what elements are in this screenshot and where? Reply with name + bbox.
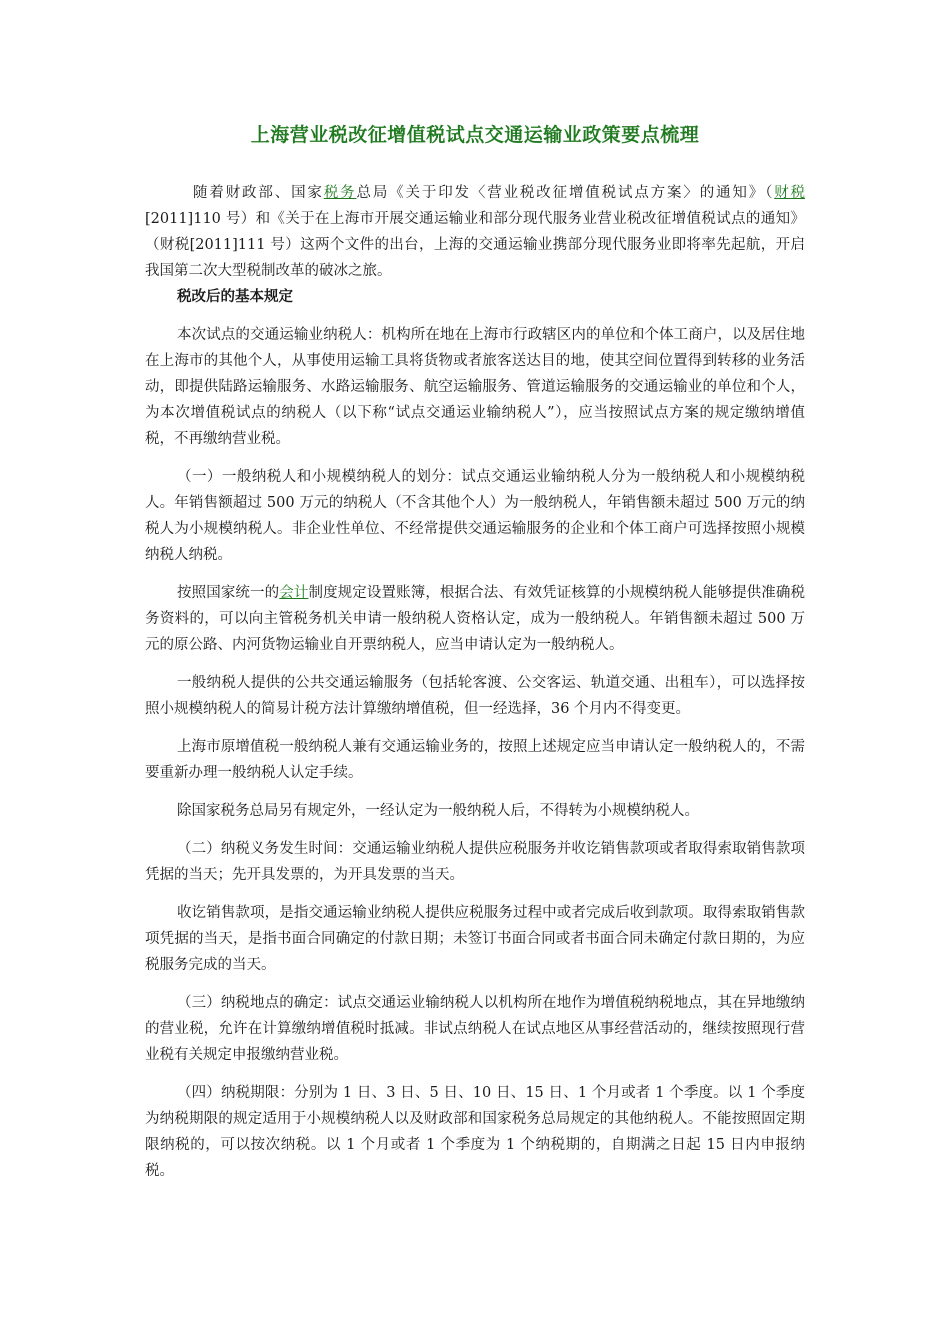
paragraph-tax-period: （四）纳税期限：分别为 1 日、3 日、5 日、10 日、15 日、1 个月或者 1 个季度。以 1 个季度为纳税期限的规定适用于小规模纳税人以及财政部和国家税务总局规定的其他纳税人。不能按照固定期限纳税的，可以按次纳税。以 1 个月或者 1 个季度为 1 个纳税期的，自期满之日起 15 日内申报纳税。 <box>145 1085 805 1179</box>
document-page <box>145 120 805 1196</box>
paragraph-accounting <box>145 580 805 658</box>
accounting-text-2: 制度规定设置账簿，根据合法、有效凭证核算的小规模纳税人能够提供准确税务资料的，可以向主管税务机关申请一般纳税人资格认定，成为一般纳税人。年销售额未超过 500 万元的原公路、内河货物运输业自开票纳税人，应当申请认定为一般纳税人。 <box>145 585 806 653</box>
paragraph-taxpayer-classification: （一）一般纳税人和小规模纳税人的划分：试点交通运业输纳税人分为一般纳税人和小规模纳税人。年销售额超过 500 万元的纳税人（不含其他个人）为一般纳税人，年销售额未超过 500 万元的纳税人为小规模纳税人。非企业性单位、不经常提供交通运输服务的企业和个体工商户可选择按照小规模纳税人纳税。 <box>145 469 805 563</box>
section-subheading: 税改后的基本规定 <box>177 288 293 305</box>
accounting-text-1: 按照国家统一的 <box>177 585 280 601</box>
paragraph-no-reversion: 除国家税务总局另有规定外，一经认定为一般纳税人后，不得转为小规模纳税人。 <box>177 803 699 819</box>
link-caishui[interactable]: 财税 <box>774 185 806 201</box>
paragraph-payment-received: 收讫销售款项，是指交通运输业纳税人提供应税服务过程中或者完成后收到款项。取得索取销售款项凭据的当天，是指书面合同确定的付款日期；未签订书面合同或者书面合同未确定付款日期的，为应税服务完成的当天。 <box>145 905 805 973</box>
paragraph-existing-taxpayer: 上海市原增值税一般纳税人兼有交通运输业务的，按照上述规定应当申请认定一般纳税人的，不需要重新办理一般纳税人认定手续。 <box>145 739 805 781</box>
intro-text-1: 随着财政部、国家 <box>193 185 324 201</box>
link-tax[interactable]: 税务 <box>323 185 357 201</box>
intro-text-3: [2011]110 号）和《关于在上海市开展交通运输业和部分现代服务业营业税改征增值税试点的通知》（财税[2011]111 号）这两个文件的出台，上海的交通运输业携部分现代服务业即将率先起航，开启我国第二次大型税制改革的破冰之旅。 <box>145 211 805 279</box>
paragraph-public-transport: 一般纳税人提供的公共交通运输服务（包括轮客渡、公交客运、轨道交通、出租车），可以选择按照小规模纳税人的简易计税方法计算缴纳增值税，但一经选择，36 个月内不得变更。 <box>145 675 805 717</box>
paragraph-taxpayer-scope: 本次试点的交通运输业纳税人：机构所在地在上海市行政辖区内的单位和个体工商户，以及居住地在上海市的其他个人，从事使用运输工具将货物或者旅客送达目的地，使其空间位置得到转移的业务活动，即提供陆路运输服务、水路运输服务、航空运输服务、管道运输服务的交通运输业的单位和个人，为本次增值税试点的纳税人（以下称“试点交通运业输纳税人”），应当按照试点方案的规定缴纳增值税，不再缴纳营业税。 <box>145 327 805 447</box>
document-title: 上海营业税改征增值税试点交通运输业政策要点梳理 <box>250 124 700 146</box>
paragraph-tax-location: （三）纳税地点的确定：试点交通运业输纳税人以机构所在地作为增值税纳税地点，其在异地缴纳的营业税，允许在计算缴纳增值税时抵减。非试点纳税人在试点地区从事经营活动的，继续按照现行营业税有关规定申报缴纳营业税。 <box>145 995 805 1063</box>
paragraph-tax-obligation-time: （二）纳税义务发生时间：交通运输业纳税人提供应税服务并收讫销售款项或者取得索取销售款项凭据的当天；先开具发票的，为开具发票的当天。 <box>145 841 805 883</box>
link-accounting[interactable]: 会计 <box>279 585 309 601</box>
intro-paragraph <box>145 180 805 284</box>
intro-text-2: 总局《关于印发〈营业税改征增值税试点方案〉的通知》（ <box>356 185 775 201</box>
